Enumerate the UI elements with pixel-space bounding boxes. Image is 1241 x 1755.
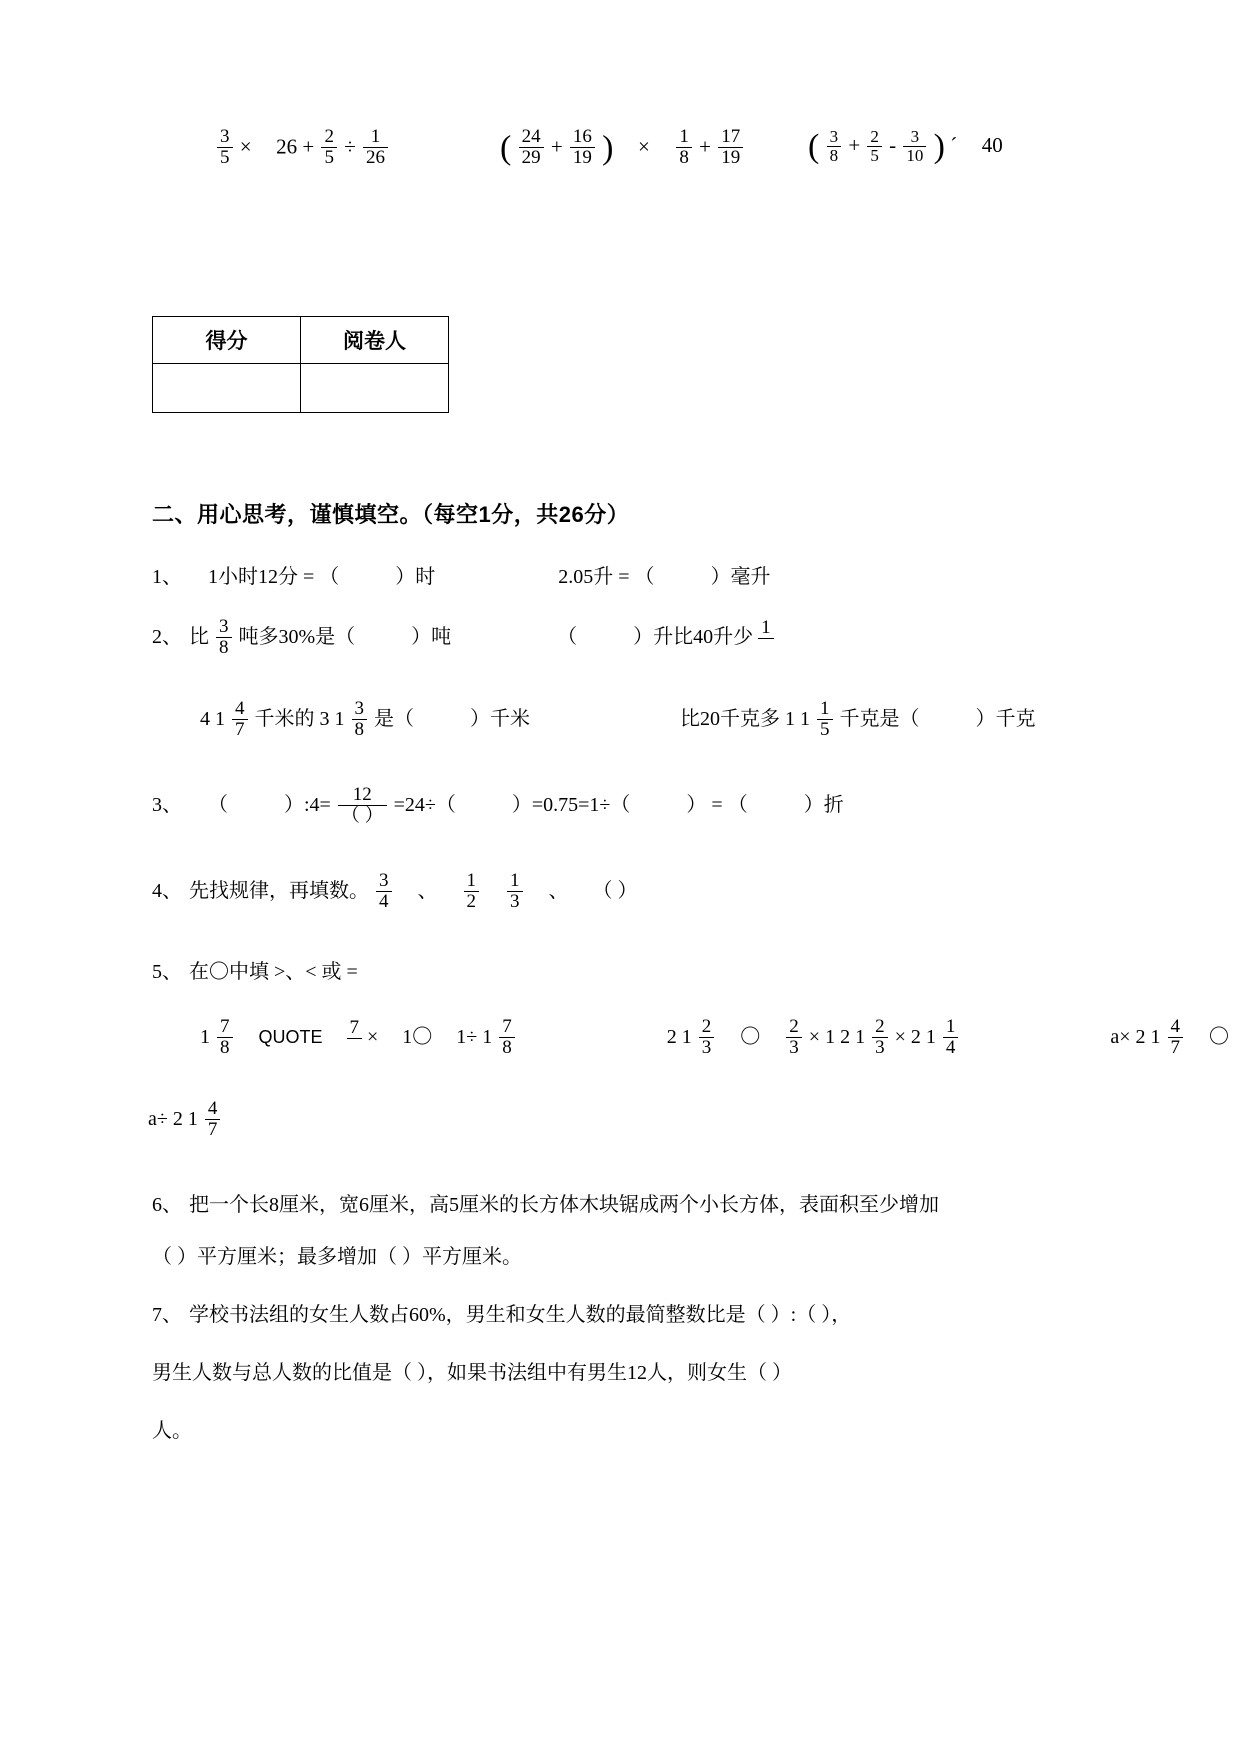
operator: +: [699, 134, 711, 159]
expression-3: [808, 128, 1003, 166]
fraction: $\frac{2}{3}$: [872, 1017, 888, 1058]
left-paren: (: [808, 128, 820, 165]
fraction: $\frac{2}{5}$: [867, 128, 882, 165]
table-row: [153, 364, 449, 413]
question-text: 千克是（: [839, 708, 920, 731]
quote-label: QUOTE: [258, 1027, 323, 1048]
fraction: $\frac{2}{3}$: [699, 1017, 715, 1058]
question-index: 5、: [152, 961, 182, 983]
operator: ÷: [344, 134, 356, 159]
fraction: $\frac{1}{4}$: [943, 1017, 959, 1058]
question-text: 1〇: [402, 1026, 433, 1049]
operator: ´: [950, 132, 958, 157]
question-text: a÷: [148, 1108, 168, 1131]
fraction: $\frac{2}{3}$: [786, 1017, 802, 1058]
fraction: $\frac{4}{7}$: [205, 1099, 221, 1140]
fraction: $\frac{2}{5}$: [321, 127, 337, 168]
fraction: $\frac{3}{8}$: [827, 128, 842, 165]
question-text: ）折: [803, 794, 844, 817]
separator: 、: [548, 880, 569, 903]
operator: ×: [239, 134, 252, 159]
question-text: 男生人数与总人数的比值是（ ），如果书法组中有男生12人，则女生（ ）: [152, 1362, 792, 1384]
expression-2: [500, 128, 745, 169]
fraction: $\frac{1}{3}$: [507, 871, 523, 912]
fraction: $\frac{16}{19}$: [570, 127, 595, 168]
question-text: ）千米: [470, 708, 530, 731]
table-row: [153, 317, 449, 364]
mixed-number: 2 1 $\frac{4}{7}$: [173, 1100, 223, 1141]
score-value-cell[interactable]: [153, 364, 301, 413]
question-text: 2.05升 = （: [558, 566, 655, 588]
question-5-line-2: [200, 1018, 1229, 1059]
fraction: $\frac{3}{4}$: [376, 871, 392, 912]
question-2: [152, 618, 774, 659]
question-text: 先找规律，再填数。: [189, 880, 369, 903]
question-text: 1小时12分 = （: [208, 566, 340, 588]
circle-blank[interactable]: 〇: [1209, 1026, 1229, 1049]
left-paren: (: [500, 129, 512, 167]
mixed-number: 1 $\frac{7}{8}$: [200, 1018, 235, 1059]
section-title: 二、用心思考，谨慎填空。（每空1分，共26分）: [152, 502, 630, 527]
question-text: 比: [189, 626, 209, 649]
operator: +: [302, 134, 315, 159]
fraction: $\frac{7}{8}$: [217, 1017, 233, 1058]
score-header: 得分: [153, 317, 301, 364]
operator: -: [889, 132, 897, 157]
mixed-number: 1 $\frac{7}{8}$: [482, 1018, 517, 1059]
question-text: =24÷（: [393, 794, 456, 817]
question-index: 4、: [152, 880, 182, 903]
question-text: a×: [1110, 1026, 1131, 1049]
operator: ×: [808, 1026, 821, 1049]
question-5: [152, 955, 358, 989]
fraction: $\frac{1}{2}$: [464, 871, 480, 912]
question-text: 在〇中填 >、< 或 =: [189, 961, 358, 983]
question-text: 学校书法组的女生人数占60%，男生和女生人数的最简整数比是（ ）:（ ），: [189, 1304, 852, 1326]
fraction: $\frac{3}{10}$: [903, 128, 926, 165]
question-text: 千米的: [254, 708, 315, 731]
operator: ×: [638, 134, 650, 159]
right-paren: ): [933, 128, 945, 165]
fraction: $\frac{1}{8}$: [676, 127, 692, 168]
question-text: ）:4=: [284, 794, 331, 817]
question-5-line-3: [148, 1100, 222, 1141]
question-text: ）千克: [975, 708, 1036, 731]
fraction: $\frac{17}{19}$: [718, 127, 743, 168]
term: 40: [981, 132, 1003, 157]
fraction: $\frac{4}{7}$: [232, 699, 248, 740]
question-1: [152, 560, 771, 594]
circle-blank[interactable]: 〇: [740, 1026, 761, 1049]
question-7: [152, 1298, 1112, 1448]
term: 26: [276, 134, 298, 159]
separator: 、: [417, 880, 438, 903]
question-text: ）=0.75=1÷（: [511, 794, 631, 817]
reviewer-value-cell[interactable]: [301, 364, 449, 413]
question-text: 比20千克多: [680, 708, 780, 731]
operator: +: [848, 132, 861, 157]
question-6: [152, 1188, 1112, 1274]
question-index: 6、: [152, 1194, 182, 1216]
question-text: （: [208, 794, 228, 817]
score-table: [152, 316, 449, 413]
question-text: 把一个长8厘米，宽6厘米，高5厘米的长方体木块锯成两个小长方体，表面积至少增加: [189, 1194, 939, 1216]
mixed-number: 3 1 $\frac{3}{8}$: [320, 700, 370, 741]
fraction: $\frac{3}{5}$: [217, 127, 233, 168]
question-text: （: [557, 626, 578, 649]
fraction: $\frac{4}{7}$: [1168, 1017, 1184, 1058]
answer-blank[interactable]: （ ）: [592, 880, 638, 903]
mixed-number: 4 1 $\frac{4}{7}$: [200, 700, 250, 741]
reviewer-header: 阅卷人: [301, 317, 449, 364]
mixed-number: 1 1 $\frac{1}{5}$: [785, 700, 835, 741]
mixed-number: 2 1 $\frac{1}{4}$: [911, 1018, 961, 1059]
expression-1: [215, 128, 390, 169]
question-index: 7、: [152, 1304, 182, 1326]
question-text: 吨多30%是（: [238, 626, 356, 649]
fraction-partial: 7: [347, 1018, 363, 1059]
question-text: ）升比40升少: [633, 626, 754, 649]
fraction: $\frac{1}{5}$: [817, 699, 833, 740]
question-2-line-2: [200, 700, 1036, 741]
question-index: 2、: [152, 626, 182, 649]
mixed-number: 2 1 $\frac{2}{3}$: [667, 1018, 717, 1059]
question-text: ）时: [395, 566, 436, 588]
question-index: 3、: [152, 794, 182, 817]
question-4: [152, 872, 638, 913]
fraction-partial: 1: [758, 618, 774, 659]
question-text: 1÷: [456, 1026, 478, 1049]
fraction: $\frac{24}{29}$: [519, 127, 544, 168]
fraction: $\frac{3}{8}$: [216, 617, 232, 658]
question-index: 1、: [152, 566, 182, 588]
fraction: $\frac{3}{8}$: [352, 699, 368, 740]
question-text: ） = （: [686, 794, 748, 817]
right-paren: ): [602, 129, 614, 167]
question-text: 人。: [152, 1420, 192, 1442]
fraction: $\frac{1}{26}$: [363, 127, 388, 168]
question-text: ）毫升: [710, 566, 771, 588]
question-3: [152, 786, 844, 827]
fraction: $\frac{7}{8}$: [499, 1017, 515, 1058]
operator: ×: [894, 1026, 906, 1049]
operator: ×: [367, 1026, 379, 1049]
question-text: 是（: [374, 708, 414, 731]
mixed-number: 1 2 1 $\frac{2}{3}$: [825, 1018, 890, 1059]
mixed-number: 2 1 $\frac{4}{7}$: [1136, 1018, 1186, 1059]
operator: +: [550, 134, 563, 159]
question-text: （ ）平方厘米；最多增加（ ）平方厘米。: [152, 1246, 522, 1268]
question-text: ）吨: [411, 626, 452, 649]
fraction: $\frac{12}{( )}$: [338, 785, 387, 826]
